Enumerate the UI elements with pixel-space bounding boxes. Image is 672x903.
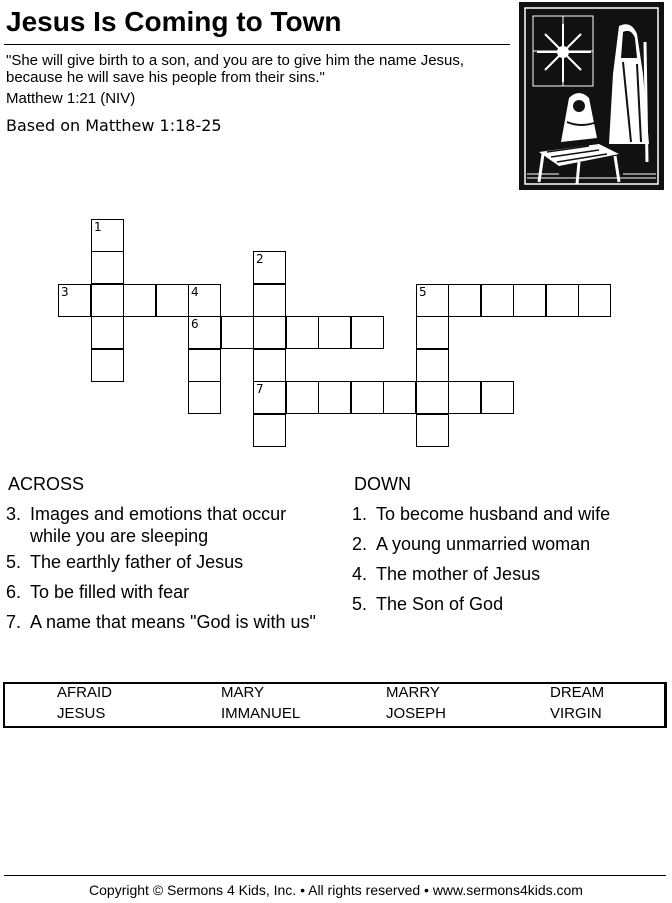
- clue-number: 7: [256, 382, 264, 396]
- word-bank-item: JOSEPH: [386, 705, 447, 722]
- footer-copyright: Copyright © Sermons 4 Kids, Inc. • All rights reserved • www.sermons4kids.com: [89, 882, 583, 898]
- crossword-cell[interactable]: [448, 284, 481, 317]
- crossword-cell[interactable]: [188, 284, 221, 317]
- crossword-cell[interactable]: [156, 284, 189, 317]
- word-bank-item: IMMANUEL: [221, 705, 301, 722]
- list-item: 4. The mother of Jesus: [352, 564, 541, 584]
- crossword-cell[interactable]: [91, 251, 124, 284]
- word-bank-item: VIRGIN: [550, 705, 602, 722]
- word-bank-item: MARY: [221, 684, 265, 701]
- crossword-cell[interactable]: [188, 349, 221, 382]
- crossword-cell[interactable]: [416, 349, 449, 382]
- crossword-cell[interactable]: [448, 381, 481, 414]
- word-bank: [3, 682, 667, 728]
- down-clues: [352, 503, 662, 623]
- crossword-cell[interactable]: [253, 316, 286, 349]
- word-bank-item: MARRY: [386, 684, 440, 701]
- crossword-cell[interactable]: [318, 316, 351, 349]
- crossword-cell[interactable]: [416, 414, 449, 447]
- clue-number: 1: [94, 220, 102, 234]
- list-item: 6. To be filled with fear: [6, 582, 190, 602]
- clue-number: 3: [61, 285, 69, 299]
- word-bank-item: DREAM: [550, 684, 605, 701]
- list-item: 3. Images and emotions that occur while you are sleeping: [6, 504, 287, 546]
- crossword-cell[interactable]: [481, 381, 514, 414]
- list-item: 5. The earthly father of Jesus: [6, 552, 244, 572]
- crossword-cell[interactable]: [253, 251, 286, 284]
- list-item: 1. To become husband and wife: [352, 504, 611, 524]
- clue-number: 2: [256, 252, 264, 266]
- crossword-cell[interactable]: [546, 284, 579, 317]
- crossword-cell[interactable]: [416, 316, 449, 349]
- word-bank-item: JESUS: [57, 705, 106, 722]
- across-clues: [6, 503, 326, 641]
- crossword-cell[interactable]: [383, 381, 416, 414]
- clue-number: 6: [191, 317, 199, 331]
- crossword-cell[interactable]: [416, 284, 449, 317]
- based-on-line: Based on Matthew 1:18-25: [6, 116, 222, 135]
- crossword-cell[interactable]: [221, 316, 254, 349]
- nativity-woodcut-icon: [519, 2, 664, 190]
- crossword-cell[interactable]: [253, 284, 286, 317]
- crossword-cell[interactable]: [91, 219, 124, 252]
- crossword-cell[interactable]: [351, 381, 384, 414]
- verse-text: "She will give birth to a son, and you are to give him the name Jesus, because he will save his people from their sins.": [6, 52, 465, 86]
- crossword-cell[interactable]: [416, 381, 449, 414]
- list-item: 5. The Son of God: [352, 594, 504, 614]
- crossword-cell[interactable]: [91, 284, 124, 317]
- crossword-cell[interactable]: [91, 349, 124, 382]
- footer-divider: [4, 875, 666, 876]
- crossword-cell[interactable]: [513, 284, 546, 317]
- crossword-cell[interactable]: [286, 381, 319, 414]
- list-item: 7. A name that means "God is with us": [6, 612, 316, 632]
- crossword-cell[interactable]: [188, 316, 221, 349]
- across-heading: ACROSS: [8, 474, 85, 494]
- crossword-cell[interactable]: [318, 381, 351, 414]
- crossword-cell[interactable]: [286, 316, 319, 349]
- crossword-cell[interactable]: [123, 284, 156, 317]
- word-bank-item: AFRAID: [57, 684, 113, 701]
- crossword-cell[interactable]: [253, 381, 286, 414]
- down-heading: DOWN: [354, 474, 411, 494]
- crossword-cell[interactable]: [578, 284, 611, 317]
- page-title: Jesus Is Coming to Town: [6, 6, 342, 37]
- crossword-cell[interactable]: [253, 349, 286, 382]
- crossword-cell[interactable]: [253, 414, 286, 447]
- list-item: 2. A young unmarried woman: [352, 534, 591, 554]
- crossword-cell[interactable]: [351, 316, 384, 349]
- crossword-cell[interactable]: [91, 316, 124, 349]
- verse-reference: Matthew 1:21 (NIV): [6, 90, 136, 107]
- crossword-cell[interactable]: [481, 284, 514, 317]
- clue-number: 5: [419, 285, 427, 299]
- crossword-cell[interactable]: [188, 381, 221, 414]
- title-divider: [4, 44, 510, 45]
- clue-number: 4: [191, 285, 199, 299]
- crossword-cell[interactable]: [58, 284, 91, 317]
